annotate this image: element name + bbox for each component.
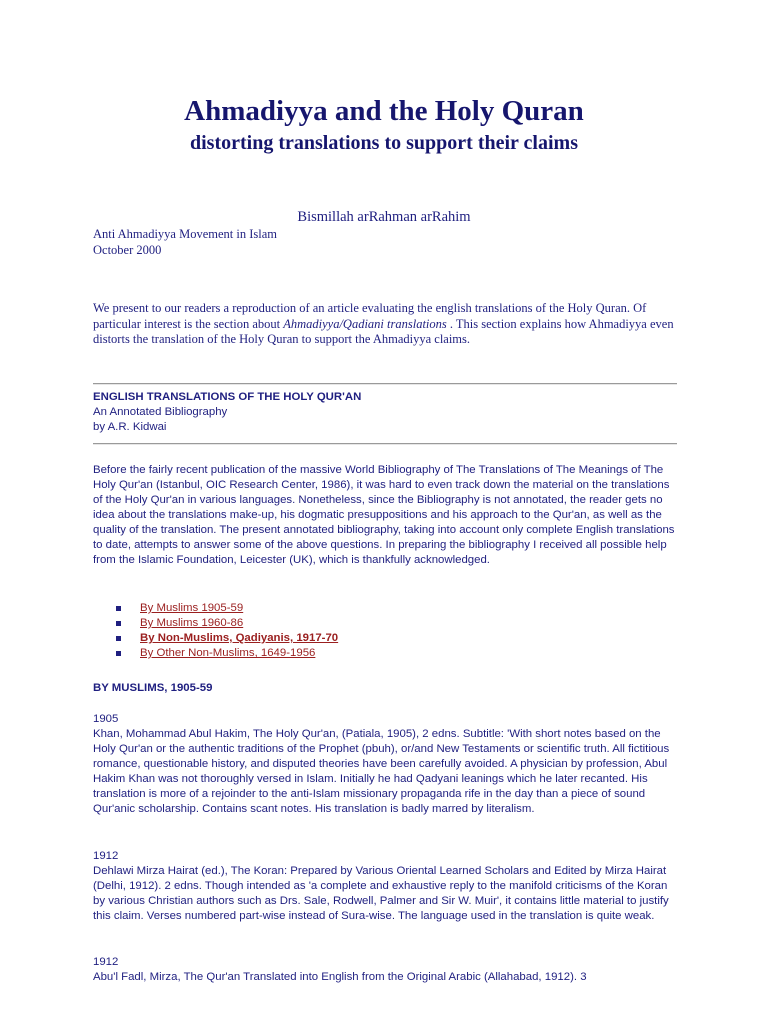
toc-link-other-non-muslims[interactable]: By Other Non-Muslims, 1649-1956 — [140, 647, 316, 659]
intro-paragraph — [93, 301, 693, 348]
entry-text: Khan, Mohammad Abul Hakim, The Holy Qur'an, (Patiala, 1905), 2 edns. Subtitle: 'With short notes based on the Holy Qur'an or the authentic traditions of the Prophet (pbuh), or/and New Testaments or scientific truth. All fictitious romance, questionable history, and disputed theories have been carefully avoided. A physician by profession, Abul Hakim Khan was not thoroughly versed in Islam. Initially he had Qadyani leanings which he later recanted. His translation is more of a rejoinder to the anti-Islam missionary propaganda rife in the day than a piece of sound Qur'anic scholarship. Contains scant notes. His translation is badly marred by literalism. — [93, 728, 670, 815]
org-block — [93, 226, 277, 258]
bismillah-line: Bismillah arRahman arRahim — [297, 209, 471, 225]
entry-year: 1905 — [93, 713, 119, 725]
toc-item — [116, 616, 338, 631]
page-subtitle: distorting translations to support their claims — [190, 132, 578, 154]
org-name: Anti Ahmadiyya Movement in Islam — [93, 227, 278, 241]
section-heading-by-muslims: BY MUSLIMS, 1905-59 — [93, 682, 213, 694]
square-bullet-icon — [116, 621, 121, 626]
toc-item — [116, 631, 338, 646]
toc-link-muslims-1960-86[interactable]: By Muslims 1960-86 — [140, 617, 244, 629]
square-bullet-icon — [116, 636, 121, 641]
entry-year: 1912 — [93, 956, 119, 968]
toc-link-muslims-1905-59[interactable]: By Muslims 1905-59 — [140, 602, 244, 614]
entry-year: 1912 — [93, 850, 119, 862]
entry-text: Abu'l Fadl, Mirza, The Qur'an Translated into English from the Original Arabic (Allahabad, 1912). 3 — [93, 971, 587, 983]
toc-item — [116, 601, 338, 616]
page-title: Ahmadiyya and the Holy Quran — [184, 95, 584, 127]
intro-text-2: . This section explains how Ahmadiyya even distorts the translation of the Holy Quran to support the Ahmadiyya claims. — [93, 316, 674, 346]
section-subheading: An Annotated Bibliography — [93, 406, 228, 418]
section-author: by A.R. Kidwai — [93, 421, 167, 433]
table-of-contents — [116, 601, 338, 661]
org-date: October 2000 — [93, 243, 162, 257]
intro-text-1: We present to our readers a reproduction of an article evaluating the english translations of the Holy Quran. Of particular interest is the section about — [93, 301, 647, 331]
toc-link-non-muslims-qadiyanis[interactable]: By Non-Muslims, Qadiyanis, 1917-70 — [140, 632, 339, 644]
square-bullet-icon — [116, 606, 121, 611]
intro-bibliography-paragraph: Before the fairly recent publication of the massive World Bibliography of The Translations of The Meanings of The Holy Qur'an (Istanbul, OIC Research Center, 1986), it was hard to even track down the material on the translations of the Holy Qur'an in various languages. Nonetheless, since the Bibliography is not annotated, the reader gets no idea about the translations make-up, his dogmatic presuppositions and his approach to the Qur'an, as well as the quality of the translation. The present annotated bibliography, taking into account only complete English translations to date, attempts to answer some of the above questions. In preparing the bibliography I received all possible help from the Islamic Foundation, Leicester (UK), which is thankfully acknowledged. — [93, 464, 675, 566]
square-bullet-icon — [116, 651, 121, 656]
divider-top — [93, 383, 677, 385]
section-heading: ENGLISH TRANSLATIONS OF THE HOLY QUR'AN — [93, 391, 362, 403]
section-header — [93, 390, 361, 435]
divider-bottom — [93, 443, 677, 445]
entry-text: Dehlawi Mirza Hairat (ed.), The Koran: Prepared by Various Oriental Learned Scholars and Edited by Mirza Hairat (Delhi, 1912). 2 edns. Though intended as 'a complete and exhaustive reply to the manifold criticisms of the Koran by various Christian authors such as Drs. Sale, Rodwell, Palmer and Sir W. Muir', it contains little material to justify this claim. Verses numbered part-wise instead of Sura-wise. The language used in the translation is quite weak. — [93, 865, 669, 922]
toc-item — [116, 646, 338, 661]
intro-emphasis: Ahmadiyya/Qadiani translations — [283, 316, 447, 331]
